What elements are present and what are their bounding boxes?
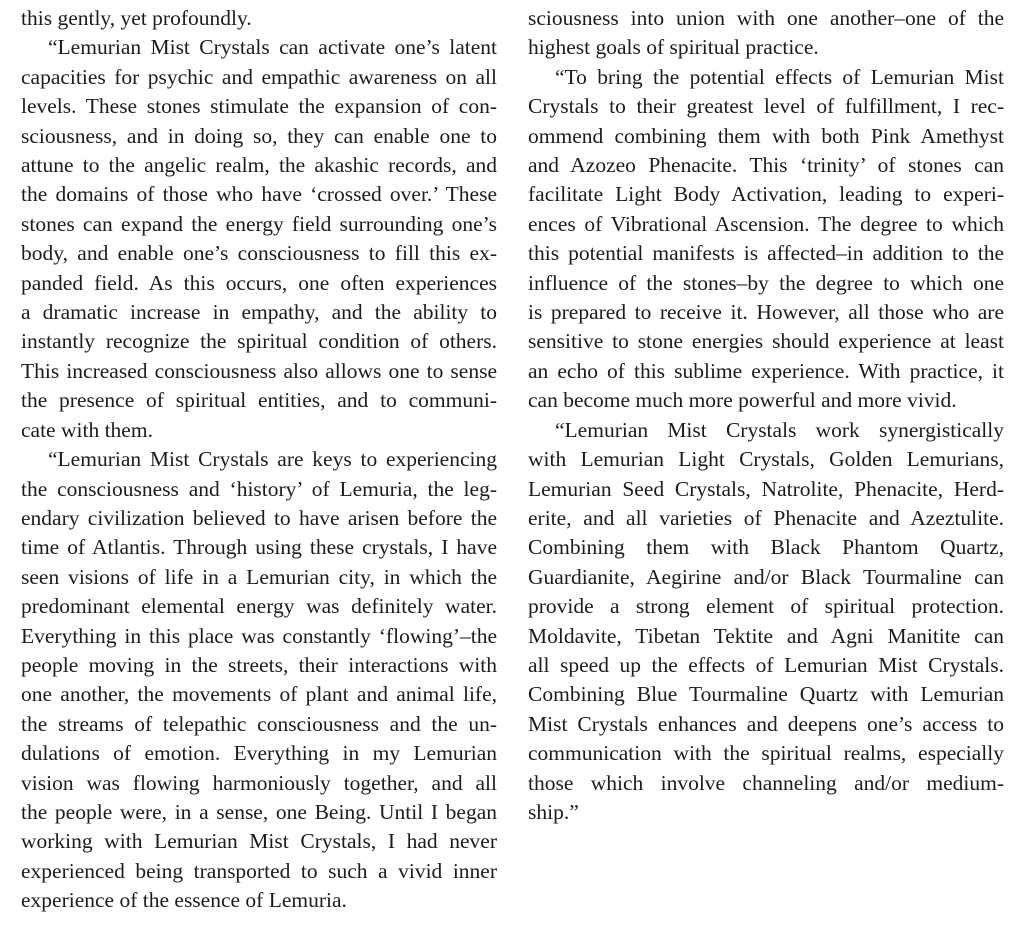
text-line: Everything in this place was constantly ‘flowing’–the — [21, 623, 497, 648]
text-line: this gently, yet profoundly. — [21, 6, 252, 30]
text-line: “Lemurian Mist Crystals work synergistically — [555, 417, 1004, 442]
text-line: dulations of emotion. Everything in my Lemurian — [21, 741, 497, 766]
text-line: the people were, in a sense, one Being. Until I began — [21, 799, 497, 824]
text-line: Moldavite, Tibetan Tektite and Agni Manitite can — [528, 623, 1004, 648]
paragraph — [528, 63, 1004, 416]
text-line: panded field. As this occurs, one often experiences — [21, 270, 497, 295]
text-line: vision was flowing harmoniously together, and all — [21, 770, 497, 795]
text-line: people moving in the streets, their interactions with — [21, 652, 497, 677]
text-line: levels. These stones stimulate the expansion of con- — [21, 94, 497, 119]
paragraph — [528, 4, 1004, 63]
text-line: attune to the angelic realm, the akashic records, and — [21, 153, 497, 178]
text-line: experience of the essence of Lemuria. — [21, 888, 347, 913]
text-line: ship.” — [528, 799, 579, 824]
text-line: the presence of spiritual entities, and to communi- — [21, 388, 497, 413]
text-line: Guardianite, Aegirine and/or Black Tourmaline can — [528, 564, 1004, 589]
text-line: Lemurian Seed Crystals, Natrolite, Phenacite, Herd- — [528, 476, 1004, 501]
text-line: with Lemurian Light Crystals, Golden Lemurians, — [528, 447, 1004, 472]
text-line: those which involve channeling and/or medium- — [528, 770, 1004, 795]
text-line: sensitive to stone energies should experience at least — [528, 329, 1004, 354]
text-line: time of Atlantis. Through using these crystals, I have — [21, 535, 497, 560]
paragraph — [21, 33, 497, 445]
text-line: sciousness, and in doing so, they can enable one to — [21, 123, 497, 148]
text-column-right — [528, 4, 1004, 916]
text-line: seen visions of life in a Lemurian city, in which the — [21, 564, 497, 589]
text-line: a dramatic increase in empathy, and the ability to — [21, 300, 497, 325]
text-line: erite, and all varieties of Phenacite and Azeztulite. — [528, 505, 1004, 530]
paragraph — [528, 416, 1004, 828]
text-line: experienced being transported to such a vivid inner — [21, 858, 497, 883]
text-line: this potential manifests is affected–in addition to the — [528, 241, 1004, 266]
text-line: cate with them. — [21, 417, 153, 442]
text-line: body, and enable one’s consciousness to fill this ex- — [21, 241, 497, 266]
text-line: an echo of this sublime experience. With practice, it — [528, 358, 1004, 383]
text-line: predominant elemental energy was definitely water. — [21, 594, 497, 619]
text-line: “To bring the potential effects of Lemurian Mist — [555, 64, 1004, 89]
text-line: ences of Vibrational Ascension. The degree to which — [528, 211, 1004, 236]
text-line: facilitate Light Body Activation, leading to experi- — [528, 182, 1004, 207]
text-line: Combining them with Black Phantom Quartz, — [528, 535, 1004, 560]
text-line: Combining Blue Tourmaline Quartz with Lemurian — [528, 682, 1004, 707]
text-line: Mist Crystals enhances and deepens one’s access to — [528, 711, 1004, 736]
text-line: and Azozeo Phenacite. This ‘trinity’ of stones can — [528, 153, 1004, 178]
text-line: This increased consciousness also allows one to sense — [21, 358, 497, 383]
text-line: working with Lemurian Mist Crystals, I had never — [21, 829, 497, 854]
text-line: Crystals to their greatest level of fulfillment, I rec- — [528, 94, 1004, 119]
text-line: communication with the spiritual realms, especially — [528, 741, 1004, 766]
text-line: capacities for psychic and empathic awareness on all — [21, 64, 497, 89]
text-line: instantly recognize the spiritual condition of others. — [21, 329, 497, 354]
paragraph — [21, 4, 497, 33]
paragraph — [21, 445, 497, 916]
text-line: “Lemurian Mist Crystals can activate one’s latent — [48, 35, 497, 60]
text-line: the streams of telepathic consciousness and the un- — [21, 711, 497, 736]
text-line: provide a strong element of spiritual protection. — [528, 594, 1004, 619]
text-line: all speed up the effects of Lemurian Mist Crystals. — [528, 652, 1004, 677]
text-line: one another, the movements of plant and animal life, — [21, 682, 497, 707]
text-line: stones can expand the energy field surrounding one’s — [21, 211, 497, 236]
text-line: the consciousness and ‘history’ of Lemuria, the leg- — [21, 476, 497, 501]
text-line: ommend combining them with both Pink Amethyst — [528, 123, 1004, 148]
text-line: sciousness into union with one another–one of the — [528, 6, 1004, 30]
text-line: highest goals of spiritual practice. — [528, 35, 819, 60]
text-column-left — [21, 4, 497, 916]
text-line: is prepared to receive it. However, all those who are — [528, 300, 1004, 325]
text-line: influence of the stones–by the degree to which one — [528, 270, 1004, 295]
text-line: the domains of those who have ‘crossed over.’ These — [21, 182, 497, 207]
text-line: endary civilization believed to have arisen before the — [21, 505, 497, 530]
text-line: can become much more powerful and more vivid. — [528, 388, 957, 413]
text-line: “Lemurian Mist Crystals are keys to experiencing — [48, 447, 497, 472]
